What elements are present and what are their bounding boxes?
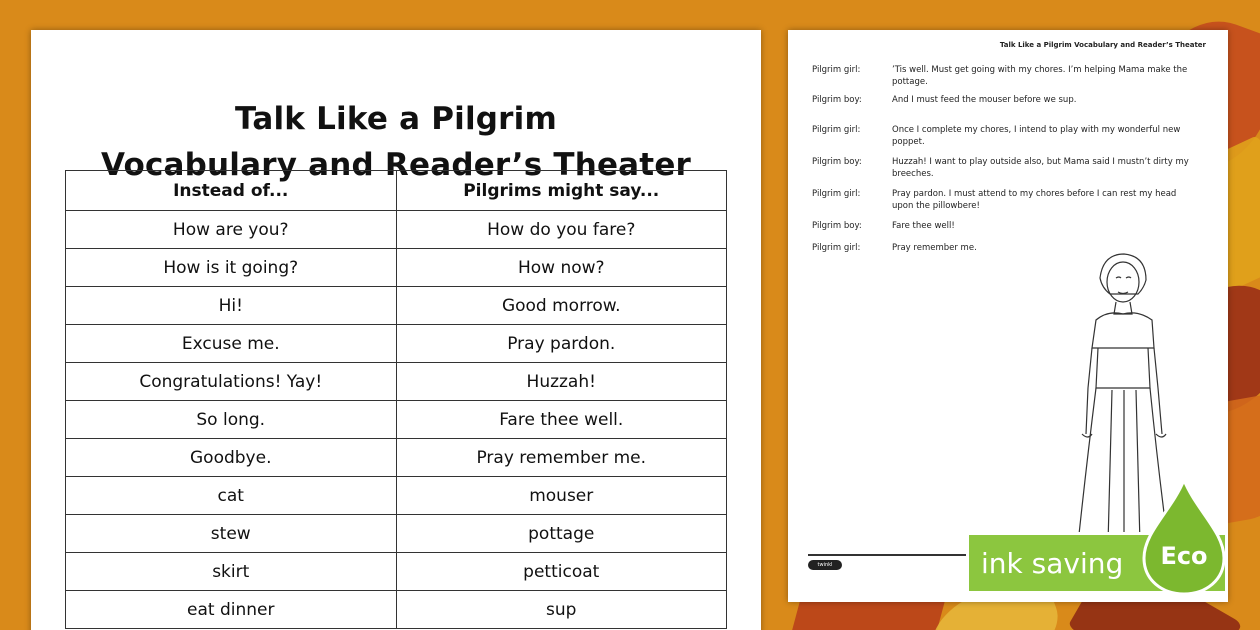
vocabulary-table <box>65 170 727 629</box>
dialogue-text: Huzzah! I want to play outside also, but Mama said I mustn’t dirty my breeches. <box>892 157 1189 179</box>
table-cell: How are you? <box>66 211 397 249</box>
table-header-row <box>66 171 727 211</box>
speaker-label: Pilgrim girl: <box>812 65 861 75</box>
dialogue-script <box>812 64 1192 254</box>
table-cell: How now? <box>396 249 727 287</box>
table-row <box>66 325 727 363</box>
table-cell: sup <box>396 591 727 629</box>
table-cell: pottage <box>396 515 727 553</box>
table-row <box>66 439 727 477</box>
water-drop-icon <box>1140 480 1228 594</box>
table-row <box>66 553 727 591</box>
table-cell: Goodbye. <box>66 439 397 477</box>
table-cell: Hi! <box>66 287 397 325</box>
table-row <box>66 515 727 553</box>
dialogue-line <box>812 124 1192 148</box>
speaker-label: Pilgrim girl: <box>812 243 861 253</box>
dialogue-text: Pray remember me. <box>892 243 977 253</box>
table-cell: Excuse me. <box>66 325 397 363</box>
table-cell: eat dinner <box>66 591 397 629</box>
title-line-2: Vocabulary and Reader’s Theater <box>100 147 692 183</box>
dialogue-text: Pray pardon. I must attend to my chores before I can rest my head upon the pillowbere! <box>892 189 1177 211</box>
title-line-1: Talk Like a Pilgrim <box>235 101 557 137</box>
table-cell: How do you fare? <box>396 211 727 249</box>
table-row <box>66 363 727 401</box>
table-cell: Pray pardon. <box>396 325 727 363</box>
dialogue-text: Once I complete my chores, I intend to play with my wonderful new poppet. <box>892 125 1181 147</box>
table-row <box>66 591 727 629</box>
table-row <box>66 287 727 325</box>
dialogue-line <box>812 156 1192 180</box>
table-row <box>66 249 727 287</box>
table-cell: Congratulations! Yay! <box>66 363 397 401</box>
column-header-instead-of: Instead of... <box>66 171 397 211</box>
twinkl-logo: twinkl <box>808 560 842 570</box>
dialogue-text: Fare thee well! <box>892 221 955 231</box>
table-row <box>66 477 727 515</box>
speaker-label: Pilgrim girl: <box>812 125 861 135</box>
table-cell: stew <box>66 515 397 553</box>
table-cell: Good morrow. <box>396 287 727 325</box>
eco-label: Eco <box>1160 542 1208 570</box>
dialogue-text: ’Tis well. Must get going with my chores. I’m helping Mama make the pottage. <box>892 65 1188 87</box>
table-cell: Huzzah! <box>396 363 727 401</box>
table-cell: skirt <box>66 553 397 591</box>
vocabulary-worksheet <box>31 30 761 630</box>
table-row <box>66 401 727 439</box>
table-row <box>66 211 727 249</box>
table-cell: cat <box>66 477 397 515</box>
speaker-label: Pilgrim girl: <box>812 189 861 199</box>
ink-saving-label: ink saving <box>981 546 1124 580</box>
speaker-label: Pilgrim boy: <box>812 221 862 231</box>
table-cell: How is it going? <box>66 249 397 287</box>
dialogue-text: And I must feed the mouser before we sup. <box>892 95 1077 105</box>
eco-drop-icon <box>1140 480 1228 594</box>
page-header: Talk Like a Pilgrim Vocabulary and Reader’s Theater <box>999 41 1206 49</box>
speaker-label: Pilgrim boy: <box>812 95 862 105</box>
speaker-label: Pilgrim boy: <box>812 157 862 167</box>
column-header-pilgrims-say: Pilgrims might say... <box>396 171 727 211</box>
table-cell: mouser <box>396 477 727 515</box>
table-cell: Pray remember me. <box>396 439 727 477</box>
dialogue-line <box>812 64 1192 88</box>
dialogue-line <box>812 94 1192 106</box>
table-cell: So long. <box>66 401 397 439</box>
table-cell: petticoat <box>396 553 727 591</box>
dialogue-line <box>812 220 1192 232</box>
dialogue-line <box>812 188 1192 212</box>
table-cell: Fare thee well. <box>396 401 727 439</box>
